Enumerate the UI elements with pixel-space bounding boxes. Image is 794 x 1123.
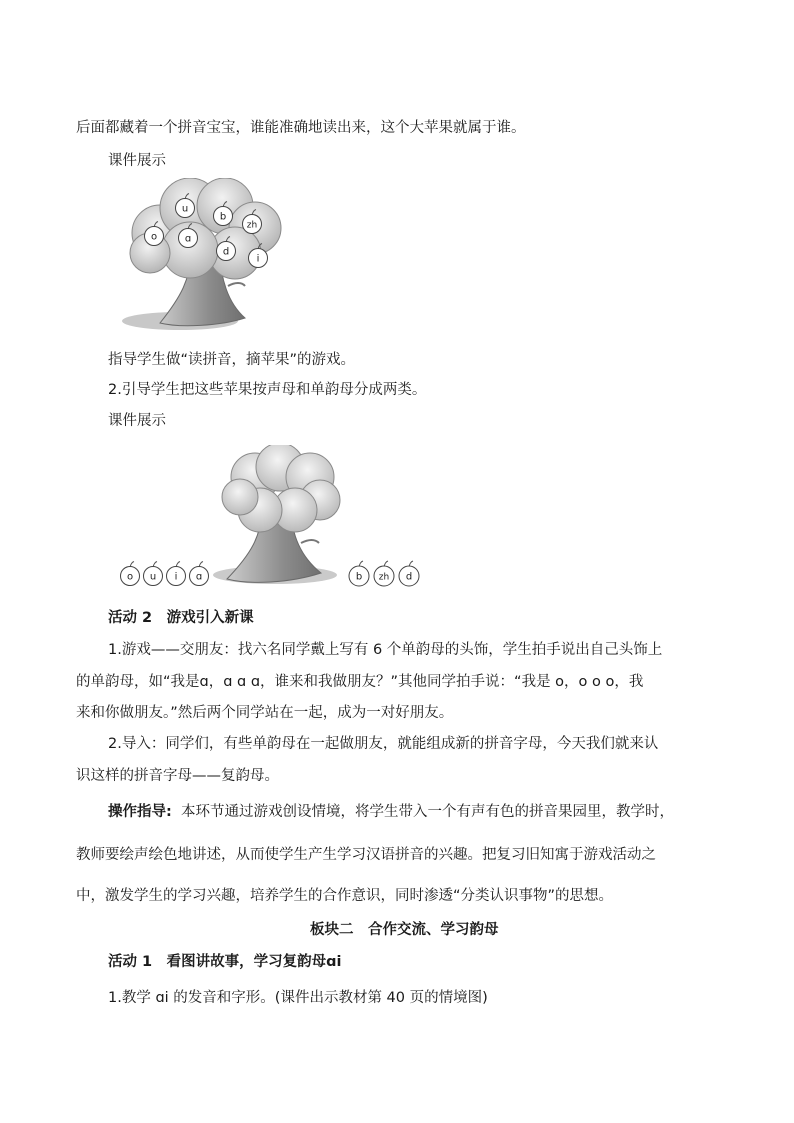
text-line: 1.游戏——交朋友：找六名同学戴上写有 6 个单韵母的头饰，学生拍手说出自己头饰上 [108,642,663,658]
apple [399,561,419,586]
apple-label: b [219,211,227,223]
text-line: 2.引导学生把这些苹果按声母和单韵母分成两类。 [108,382,427,398]
apple-tree-figure [120,178,290,333]
guide-label: 操作指导: [108,804,172,820]
text-line: 的单韵母，如“我是ɑ，ɑ ɑ ɑ，谁来和我做朋友？”其他同学拍手说：“我是 o，o o o，我 [76,674,644,690]
apple-label: i [256,253,260,265]
apple [121,562,140,586]
apple-label: ɑ [184,233,192,245]
text-line: 识这样的拼音字母——复韵母。 [76,768,279,784]
courseware-label: 课件展示 [108,153,166,169]
apple-label: i [174,571,178,583]
apple [167,562,186,586]
apple [144,562,163,586]
apple [190,562,209,586]
text-line: 来和你做朋友。”然后两个同学站在一起，成为一对好朋友。 [76,705,454,721]
section-heading: 板块二 合作交流、学习韵母 [310,922,499,938]
apple-label: d [222,246,230,258]
apple-label: o [150,231,158,243]
text-line: 教师要绘声绘色地讲述，从而使学生产生学习汉语拼音的兴趣。把复习旧知寓于游戏活动之 [76,847,656,863]
text-line: 指导学生做“读拼音，摘苹果”的游戏。 [108,352,356,368]
text-line: 中，激发学生的学习兴趣，培养学生的合作意识，同时渗透“分类认识事物”的思想。 [76,888,614,904]
tree-crown [222,445,340,532]
activity-heading: 活动 1 看图讲故事，学习复韵母ɑi [108,954,342,970]
apple-label: ɑ [195,571,203,583]
apple-label: u [149,571,157,583]
text-line: 2.导入：同学们，有些单韵母在一起做朋友，就能组成新的拼音字母，今天我们就来认 [108,736,659,752]
apple-label: u [181,203,189,215]
apple [374,561,394,586]
apple-label: d [405,571,413,583]
apple-label: b [355,571,363,583]
apple [349,561,369,586]
apple-label: zh [378,572,390,583]
text-line: 1.教学 ɑi 的发音和字形。(课件出示教材第 40 页的情境图) [108,990,488,1006]
text-line: 后面都藏着一个拼音宝宝，谁能准确地读出来，这个大苹果就属于谁。 [76,120,526,136]
guide-line [108,802,674,822]
guide-text: 本环节通过游戏创设情境，将学生带入一个有声有色的拼音果园里，教学时， [181,804,675,820]
apple-label: o [126,571,134,583]
sorted-apples-figure [115,445,425,590]
courseware-label: 课件展示 [108,413,166,429]
activity-heading: 活动 2 游戏引入新课 [108,610,254,626]
apple-label: zh [246,220,258,231]
